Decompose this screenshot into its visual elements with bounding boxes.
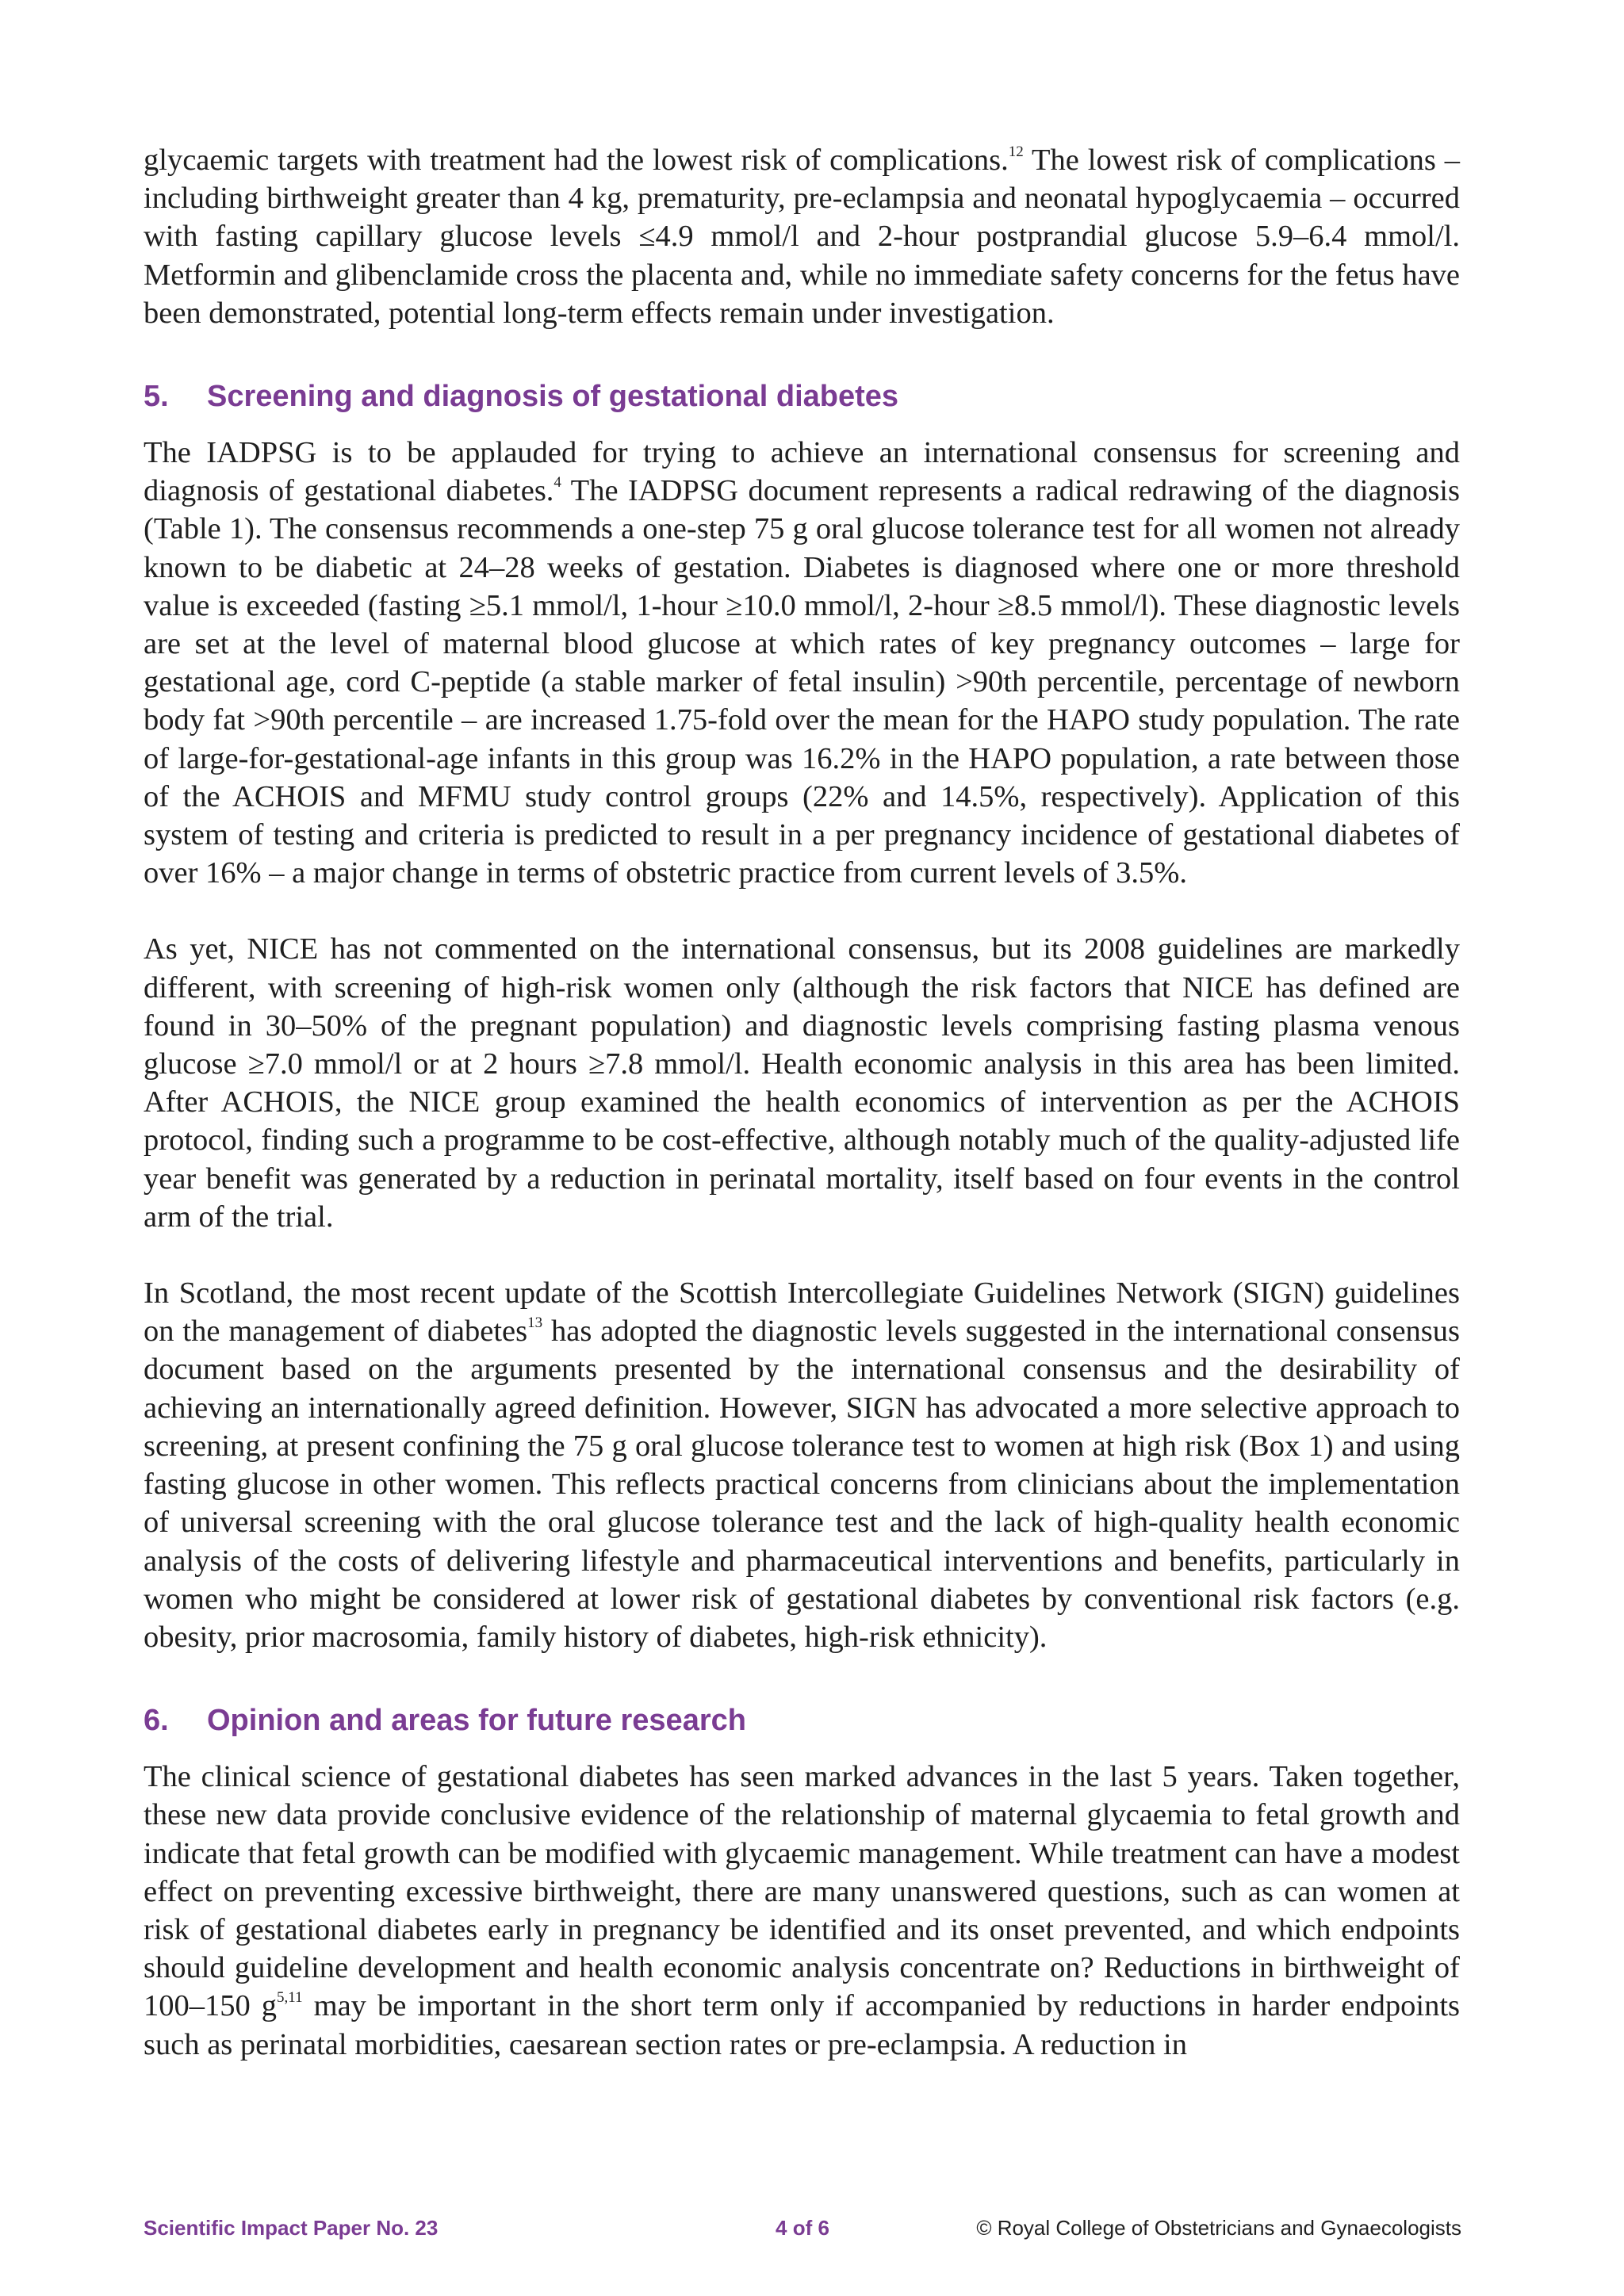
paragraph-text: has adopted the diagnostic levels suggested in the international consensus document based on the arguments presented by the international consensus and the desirability of achieving an internationally agreed definition. However, SIGN has advocated a more selective approach to screening, at present confining the 75 g oral glucose tolerance test to women at high risk (Box 1) and using fasting glucose in other women. This reflects practical concerns from clinicians about the implementation of universal screening with the oral glucose tolerance test and the lack of high-quality health economic analysis of the costs of delivering lifestyle and pharmaceutical interventions and benefits, particularly in women who might be considered at lower risk of gestational diabetes by conventional risk factors (e.g. obesity, prior macrosomia, family history of diabetes, high-risk ethnicity). <box>144 1314 1460 1654</box>
paragraph-text: glycaemic targets with treatment had the lowest risk of complications. <box>144 144 1009 177</box>
section-title: Screening and diagnosis of gestational diabetes <box>207 380 899 414</box>
footer-paper-title: Scientific Impact Paper No. 23 <box>144 2216 439 2240</box>
section-number: 6. <box>144 1704 169 1738</box>
paragraph-text: The lowest risk of complications – including birthweight greater than 4 kg, prematurity, pre-eclampsia and neonatal hypoglycaemia – occurred with fasting capillary glucose levels ≤4.9 mmol/l and 2-hour postprandial glucose 5.9–6.4 mmol/l. Metformin and glibenclamide cross the placenta and, while no immediate safety concerns for the fetus have been demonstrated, potential long-term effects remain under investigation. <box>144 144 1460 330</box>
paragraph-iadpsg-consensus <box>144 434 1460 892</box>
paragraph-glycaemic-targets <box>144 141 1460 332</box>
paragraph-sign-scotland <box>144 1274 1460 1656</box>
paragraph-text: The clinical science of gestational diabetes has seen marked advances in the last 5 years. Taken together, these new data provide conclusive evidence of the relationship of maternal glycaemia to fetal growth and indicate that fetal growth can be modified with glycaemic management. While treatment can have a modest effect on preventing excessive birthweight, there are many unanswered questions, such as can women at risk of gestational diabetes early in pregnancy be identified and its onset prevented, and which endpoints should guideline development and health economic analysis concentrate on? Reductions in birthweight of 100–150 g <box>144 1760 1460 2023</box>
paragraph-text: The IADPSG is to be applauded for trying to achieve an international consensus for screening and diagnosis of gestational diabetes. <box>144 436 1460 508</box>
paragraph-text: The IADPSG document represents a radical redrawing of the diagnosis (Table 1). The consensus recommends a one-step 75 g oral glucose tolerance test for all women not already known to be diabetic at 24–28 weeks of gestation. Diabetes is diagnosed where one or more threshold value is exceeded (fasting ≥5.1 mmol/l, 1-hour ≥10.0 mmol/l, 2-hour ≥8.5 mmol/l). These diagnostic levels are set at the level of maternal blood glucose at which rates of key pregnancy outcomes – large for gestational age, cord C-peptide (a stable marker of fetal insulin) >90th percentile, percentage of newborn body fat >90th percentile – are increased 1.75-fold over the mean for the HAPO study population. The rate of large-for-gestational-age infants in this group was 16.2% in the HAPO population, a rate between those of the ACHOIS and MFMU study control groups (22% and 14.5%, respectively). Application of this system of testing and criteria is predicted to result in a per pregnancy incidence of gestational diabetes of over 16% – a major change in terms of obstetric practice from current levels of 3.5%. <box>144 474 1460 890</box>
paragraph-text: may be important in the short term only if accompanied by reductions in harder endpoints such as perinatal morbidities, caesarean section rates or pre-eclampsia. A reduction in <box>144 1989 1461 2061</box>
document-body <box>144 141 1460 2064</box>
section-number: 5. <box>144 380 169 414</box>
footer-page-number: 4 of 6 <box>776 2216 829 2240</box>
paragraph-text: As yet, NICE has not commented on the international consensus, but its 2008 guidelines are markedly different, with screening of high-risk women only (although the risk factors that NICE has defined are found in 30–50% of the pregnant population) and diagnostic levels comprising fasting plasma venous glucose ≥7.0 mmol/l or at 2 hours ≥7.8 mmol/l. Health economic analysis in this area has been limited. After ACHOIS, the NICE group examined the health economics of intervention as per the ACHOIS protocol, finding such a programme to be cost-effective, although notably much of the quality-adjusted life year benefit was generated by a reduction in perinatal mortality, itself based on four events in the control arm of the trial. <box>144 932 1460 1234</box>
reference-marker: 13 <box>527 1314 543 1332</box>
section-heading-screening <box>144 377 1460 415</box>
reference-marker: 4 <box>553 474 561 492</box>
section-title: Opinion and areas for future research <box>207 1704 746 1738</box>
reference-marker: 12 <box>1008 144 1024 160</box>
reference-marker: 5,11 <box>277 1989 303 2007</box>
paragraph-text: In Scotland, the most recent update of the Scottish Intercollegiate Guidelines Network (SIGN) guidelines on the management of diabetes <box>144 1276 1460 1349</box>
footer-copyright: © Royal College of Obstetricians and Gynaecologists <box>976 2216 1461 2240</box>
paragraph-clinical-science <box>144 1758 1460 2064</box>
section-heading-opinion <box>144 1701 1460 1739</box>
page-footer <box>144 2212 1461 2244</box>
paragraph-nice-guidelines <box>144 930 1460 1236</box>
